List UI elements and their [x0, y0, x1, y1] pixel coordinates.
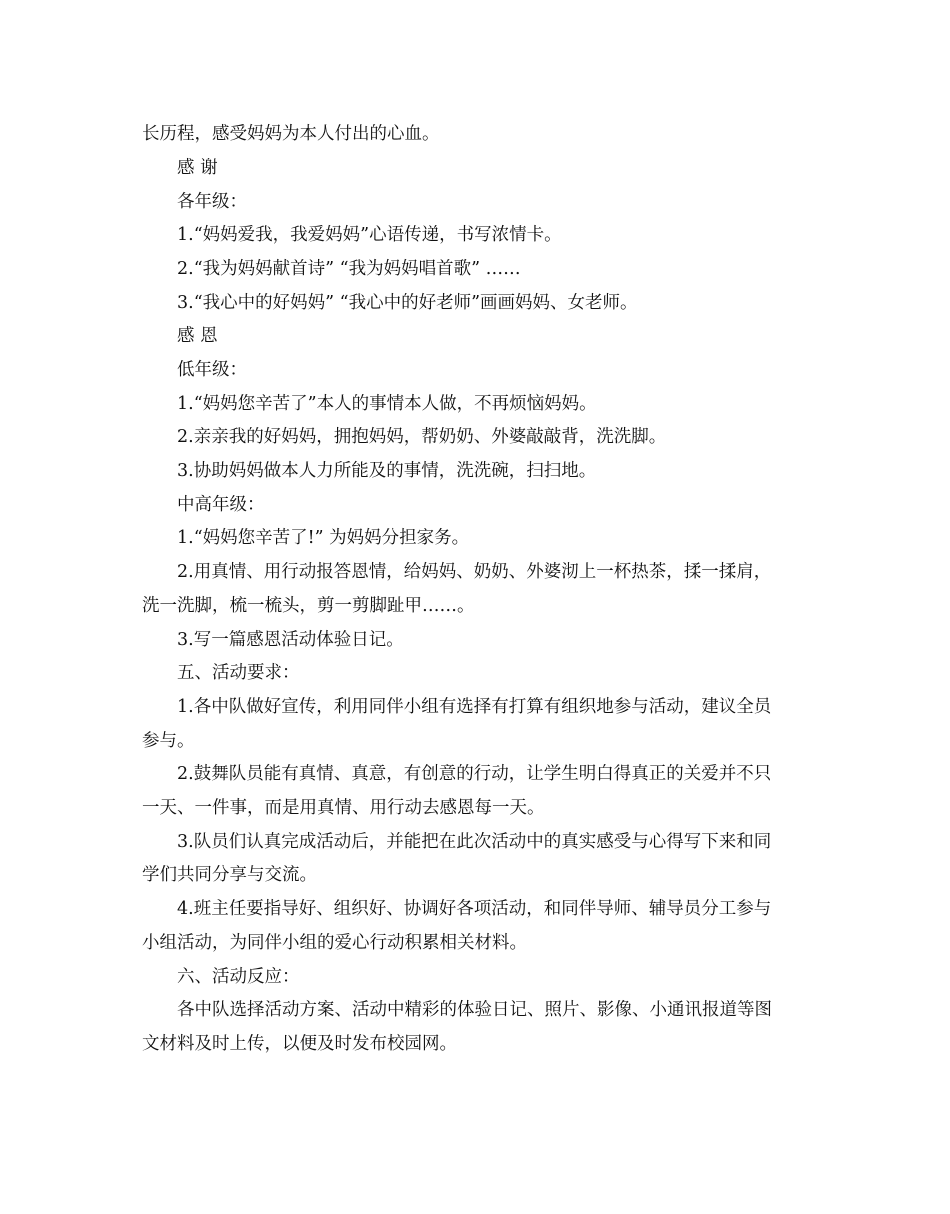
- text-line: 中高年级：: [177, 495, 265, 515]
- text-line: 各年级：: [177, 192, 247, 212]
- text-line: 3.队员们认真完成活动后，并能把在此次活动中的真实感受与心得写下来和同: [177, 832, 772, 852]
- text-line: 低年级：: [177, 360, 247, 380]
- text-line: 参与。: [142, 731, 195, 751]
- text-line: 1.“妈妈您辛苦了”本人的事情本人做，不再烦恼妈妈。: [177, 394, 597, 414]
- text-line: 2.亲亲我的好妈妈，拥抱妈妈，帮奶奶、外婆敲敲背，洗洗脚。: [177, 427, 667, 447]
- section-heading: 五、活动要求：: [177, 663, 300, 683]
- text-line: 学们共同分享与交流。: [142, 865, 317, 885]
- text-line: 2.“我为妈妈献首诗” “我为妈妈唱首歌” ……: [177, 259, 521, 279]
- text-line: 小组活动，为同伴小组的爱心行动积累相关材料。: [142, 933, 527, 953]
- text-line: 1.各中队做好宣传，利用同伴小组有选择有打算有组织地参与活动，建议全员: [177, 697, 772, 717]
- text-line: 4.班主任要指导好、组织好、协调好各项活动，和同伴导师、辅导员分工参与: [177, 899, 772, 919]
- text-line: 2.鼓舞队员能有真情、真意，有创意的行动，让学生明白得真正的关爱并不只: [177, 764, 772, 784]
- text-line: 1.“妈妈爱我，我爱妈妈”心语传递，书写浓情卡。: [177, 225, 562, 245]
- text-line: 洗一洗脚，梳一梳头，剪一剪脚趾甲……。: [142, 596, 475, 616]
- text-line: 3.“我心中的好妈妈” “我心中的好老师”画画妈妈、女老师。: [177, 293, 638, 313]
- section-heading: 感 恩: [177, 326, 218, 346]
- text-line: 各中队选择活动方案、活动中精彩的体验日记、照片、影像、小通讯报道等图: [177, 1000, 772, 1020]
- text-line: 长历程，感受妈妈为本人付出的心血。: [142, 124, 440, 144]
- text-line: 文材料及时上传，以便及时发布校园网。: [142, 1034, 457, 1054]
- text-line: 3.协助妈妈做本人力所能及的事情，洗洗碗，扫扫地。: [177, 461, 597, 481]
- text-line: 3.写一篇感恩活动体验日记。: [177, 630, 404, 650]
- section-heading: 感 谢: [177, 158, 218, 178]
- section-heading: 六、活动反应：: [177, 967, 300, 987]
- text-line: 一天、一件事，而是用真情、用行动去感恩每一天。: [142, 798, 545, 818]
- text-line: 1.“妈妈您辛苦了!” 为妈妈分担家务。: [177, 528, 470, 548]
- text-line: 2.用真情、用行动报答恩情，给妈妈、奶奶、外婆沏上一杯热茶，揉一揉肩，: [177, 562, 772, 582]
